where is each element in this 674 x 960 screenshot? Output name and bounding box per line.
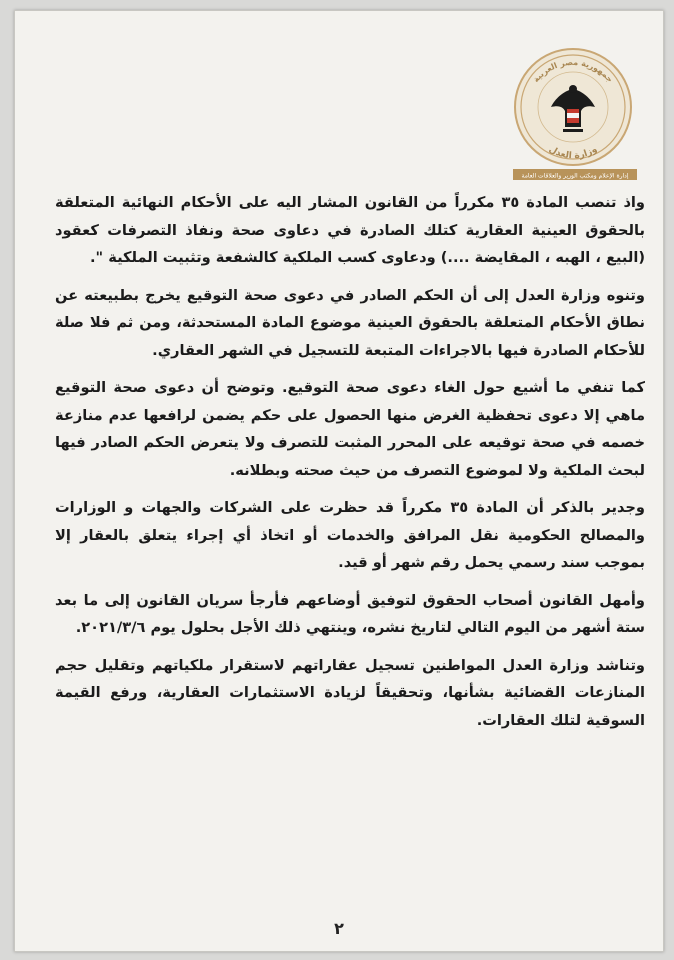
- paragraph: كما تنفي ما أشيع حول الغاء دعوى صحة التوقيع. وتوضح أن دعوى صحة التوقيع ماهي إلا دعوى تحفظية الغرض منها الحصول على حكم يضمن لرافعها عدم منازعة خصمه في صحة توقيعه على المحرر المثبت للتصرف ولا يتعرض الحكم الصادر فيها لبحث الملكية ولا لموضوع التصرف من حيث صحته وبطلانه.: [55, 379, 645, 479]
- document-page: [14, 10, 664, 952]
- paragraph: وجدير بالذكر أن المادة ٣٥ مكرراً قد حظرت على الشركات والجهات و الوزارات والمصالح الحكومية نقل المرافق والخدمات أو اتخاذ أي إجراء يتعلق بالعقار إلا بموجب سند رسمي يحمل رقم شهر أو قيد.: [55, 499, 645, 571]
- paragraph: وتنوه وزارة العدل إلى أن الحكم الصادر في دعوى صحة التوقيع يخرج بطبيعته عن نطاق الأحكام المتعلقة بالحقوق العينية موضوع المادة المستحدثة، ومن ثم فلا صلة للأحكام الصادرة فيها بالاجراءات المتبعة للتسجيل في الشهر العقاري.: [55, 286, 645, 359]
- seal-ministry-text: وزارة العدل: [546, 144, 600, 162]
- ministry-emblem: [503, 41, 643, 181]
- seal-name-text: جمهورية مصر العربية: [531, 57, 615, 85]
- paragraph: وتناشد وزارة العدل المواطنين تسجيل عقاراتهم لاستقرار ملكياتهم وتقليل حجم المنازعات القضائية بشأنها، وتحقيقاً لزيادة الاستثمارات العقارية، ورفع القيمة السوقية لتلك العقارات.: [55, 656, 645, 729]
- banner-text: إدارة الإعلام ومكتب الوزير والعلاقات العامة: [521, 172, 629, 180]
- paragraph: وأمهل القانون أصحاب الحقوق لتوفيق أوضاعهم فأرجأ سريان القانون إلى ما بعد ستة أشهر من اليوم التالي لتاريخ نشره، وينتهي ذلك الأجل بحلول يوم ٢٠٢١/٣/٦.: [55, 591, 645, 636]
- paragraph: واذ تنصب المادة ٣٥ مكرراً من القانون المشار اليه على الأحكام النهائية المتعلقة بالحقوق العينية العقارية كتلك الصادرة في دعاوى صحة ونفاذ التصرفات كعقود (البيع ، الهبه ، المقايضة ....) ودعاوى كسب الملكية كالشفعة وتثبيت الملكية ".: [55, 194, 646, 266]
- page-number: ٢: [334, 919, 344, 938]
- statement-body: [55, 189, 645, 744]
